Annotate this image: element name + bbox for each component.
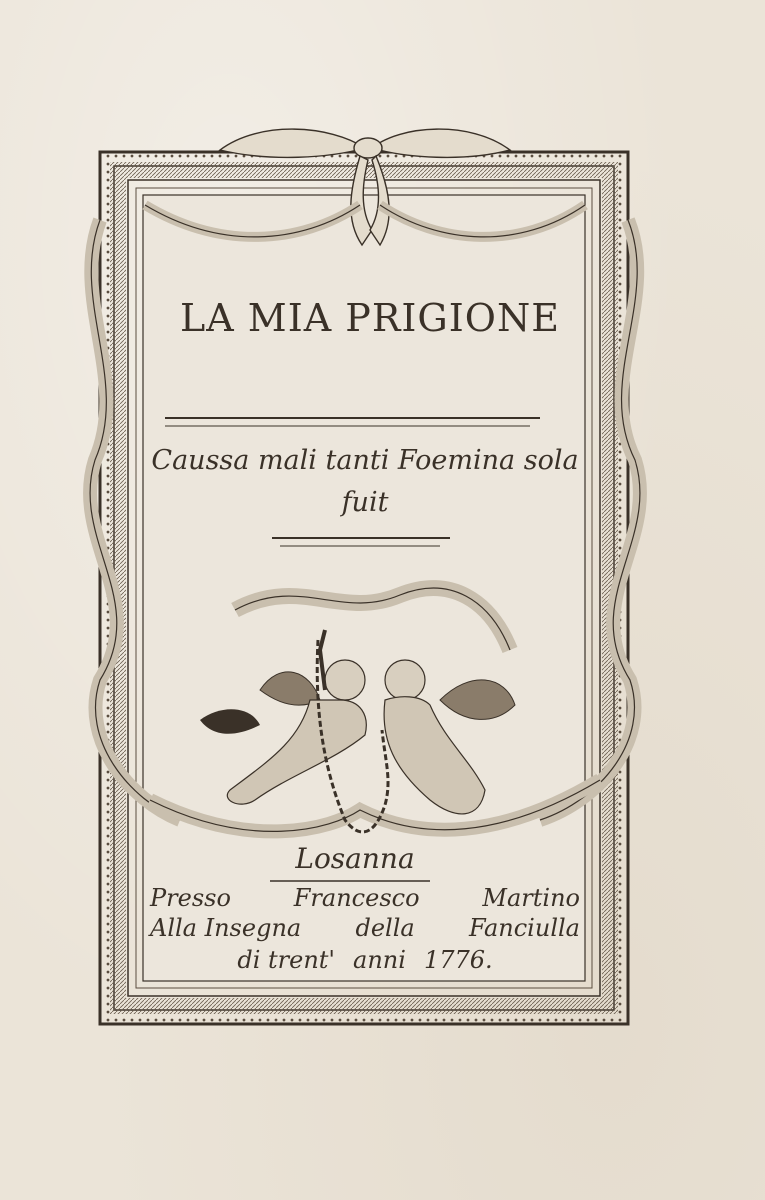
imprint-line-2	[150, 914, 580, 942]
imprint-word: Presso	[150, 884, 231, 912]
imprint-line-3	[150, 946, 580, 974]
imprint-line-1	[150, 884, 580, 912]
imprint-word: della	[355, 914, 415, 942]
imprint-date: 1776.	[423, 946, 493, 974]
imprint-word: di trent'	[237, 946, 336, 974]
imprint-word: Alla Insegna	[150, 914, 302, 942]
motto-line-1: Caussa mali tanti Foemina sola	[151, 445, 579, 476]
imprint-word: anni	[353, 946, 406, 974]
imprint-word: Francesco	[293, 884, 420, 912]
imprint-word: Fanciulla	[468, 914, 580, 942]
motto-line-2: fuit	[341, 487, 389, 518]
imprint-place: Losanna	[295, 842, 415, 875]
book-title: LA MIA PRIGIONE	[180, 296, 560, 340]
imprint-word: Martino	[482, 884, 580, 912]
motto	[140, 440, 590, 524]
